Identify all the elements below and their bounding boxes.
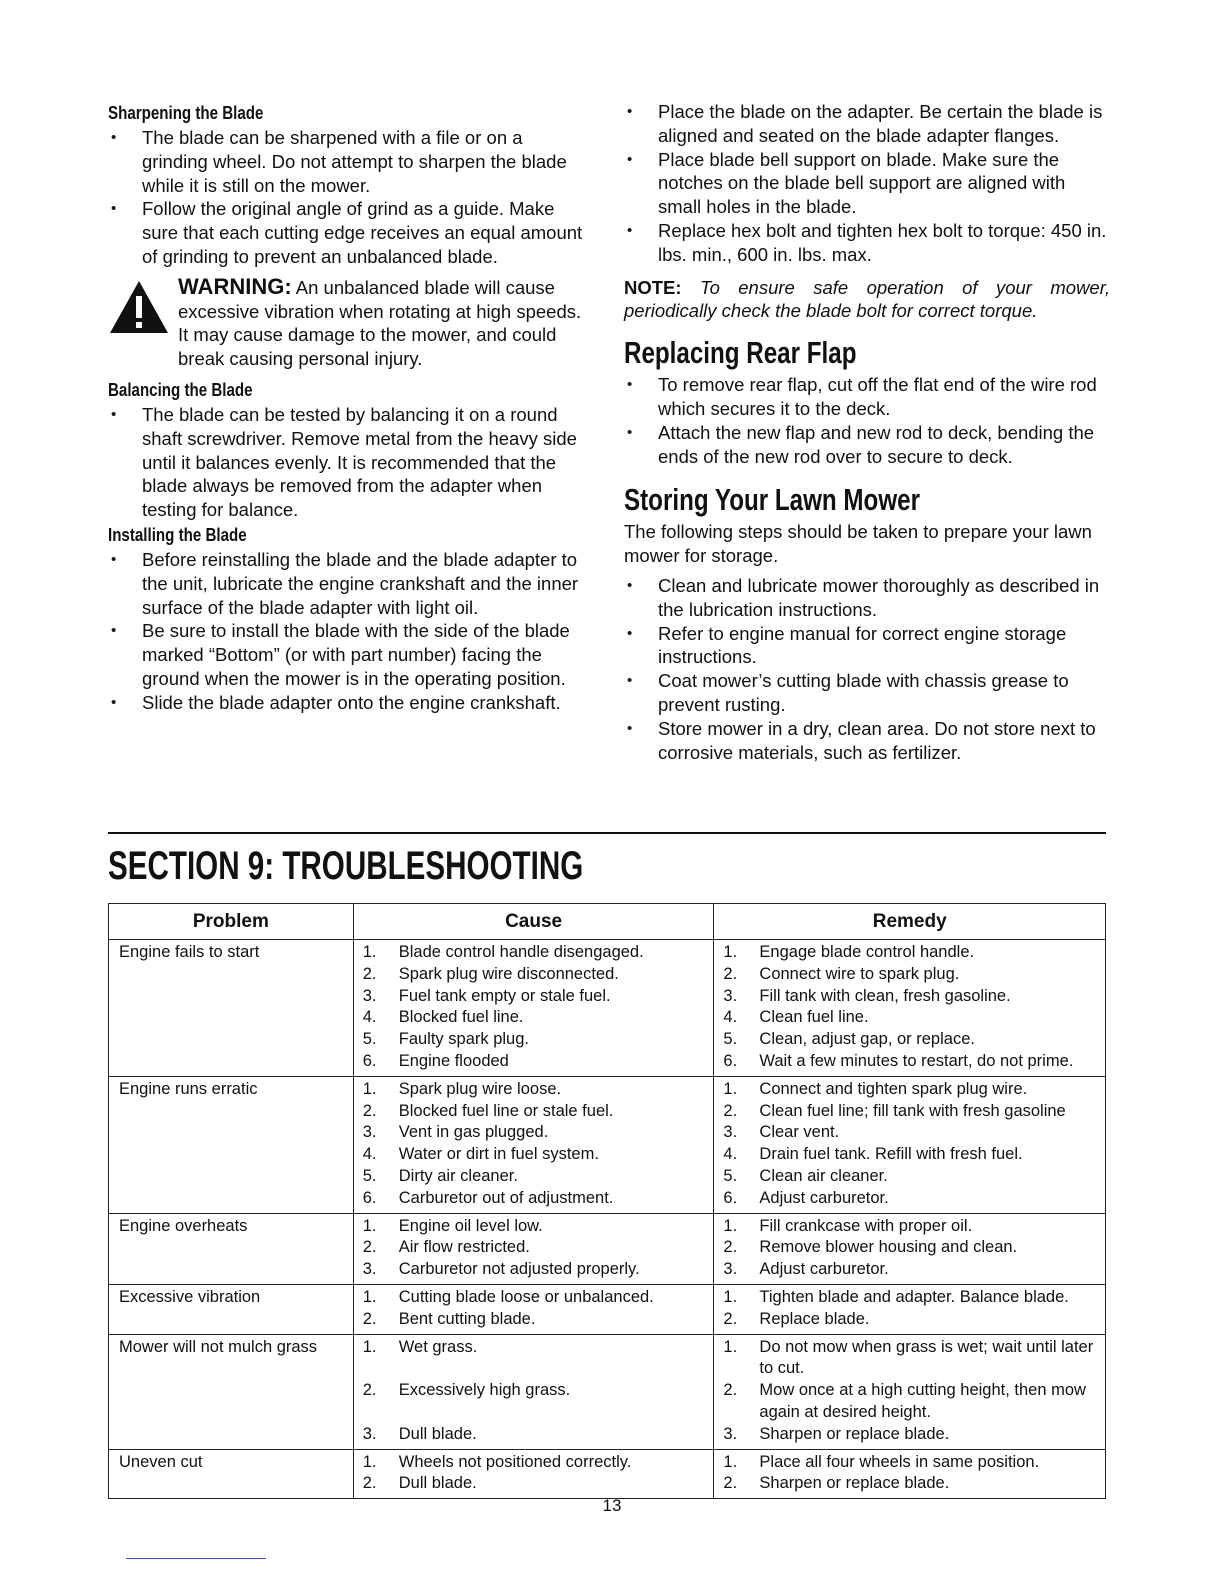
item-text: Adjust carburetor.	[759, 1260, 889, 1279]
item-number: 1.	[362, 1452, 377, 1471]
item-number: 3.	[362, 1123, 377, 1142]
item-text: Fuel tank empty or stale fuel.	[398, 986, 611, 1005]
item-text: Clean, adjust gap, or replace.	[759, 1030, 975, 1049]
remedy-cell	[714, 1076, 1106, 1213]
item-number: 1.	[723, 943, 738, 961]
list-item	[714, 964, 1105, 986]
item-number: 2.	[362, 1101, 377, 1120]
item-text: Engage blade control handle.	[759, 943, 975, 961]
remedy-list	[714, 1450, 1105, 1499]
item-number: 1.	[723, 1287, 738, 1306]
item-number: 1.	[723, 1452, 738, 1471]
list-item	[714, 1473, 1105, 1495]
balancing-list	[108, 403, 592, 522]
list-item: • Refer to engine manual for correct engine storage instructions.	[624, 622, 1110, 670]
remedy-cell	[714, 940, 1106, 1077]
list-item: • Attach the new flap and new rod to deck, bending the ends of the new rod over to secure to deck.	[624, 421, 1110, 469]
list-item	[354, 1079, 714, 1101]
item-text: Replace blade.	[759, 1309, 870, 1328]
item-number: 5.	[723, 1166, 738, 1185]
item-number: 5.	[723, 1030, 738, 1049]
list-item	[714, 1101, 1105, 1123]
item-text: Faulty spark plug.	[398, 1030, 529, 1049]
item-number: 4.	[362, 1008, 377, 1027]
item-number: 2.	[723, 1238, 738, 1257]
cause-list	[354, 1214, 714, 1284]
link-underline	[126, 1558, 266, 1559]
item-text: Clean fuel line.	[759, 1008, 869, 1027]
list-item	[354, 1101, 714, 1123]
list-item	[354, 1007, 714, 1029]
list-item	[714, 1309, 1105, 1331]
remedy-list	[714, 1285, 1105, 1334]
list-item: • Follow the original angle of grind as a guide. Make sure that each cutting edge receives an equal amount of grinding to prevent an unbalanced blade.	[108, 197, 592, 268]
item-text: Wheels not positioned correctly.	[398, 1452, 632, 1471]
item-number: 1.	[362, 1079, 377, 1098]
list-item: • Coat mower’s cutting blade with chassis grease to prevent rusting.	[624, 669, 1110, 717]
list-item: • Place the blade on the adapter. Be certain the blade is aligned and seated on the blade adapter flanges.	[624, 100, 1110, 148]
list-item: • Before reinstalling the blade and the blade adapter to the unit, lubricate the engine crankshaft and the inner surface of the blade adapter with light oil.	[108, 548, 592, 619]
list-item	[354, 986, 714, 1008]
item-number: 6.	[362, 1188, 377, 1207]
item-text: Adjust carburetor.	[759, 1188, 889, 1207]
item-number: 6.	[362, 1051, 377, 1070]
cause-cell	[353, 1284, 714, 1334]
table-row	[109, 1449, 1106, 1499]
list-item: • To remove rear flap, cut off the flat end of the wire rod which secures it to the deck.	[624, 373, 1110, 421]
remedy-list	[714, 940, 1105, 1076]
section-divider	[108, 832, 1106, 834]
sharpening-list	[108, 126, 592, 269]
list-item	[354, 1029, 714, 1051]
installing-heading: Installing the Blade	[108, 524, 247, 545]
section-title: SECTION 9: TROUBLESHOOTING	[108, 844, 584, 888]
note-label: NOTE:	[624, 276, 682, 298]
troubleshooting-table	[108, 903, 1106, 1499]
torque-note	[624, 276, 1110, 324]
item-text: Wet grass.	[398, 1337, 478, 1356]
list-item: • Place blade bell support on blade. Make sure the notches on the blade bell support are aligned with small holes in the blade.	[624, 148, 1110, 219]
list-item	[354, 1380, 714, 1424]
item-text: Drain fuel tank. Refill with fresh fuel.	[759, 1145, 1023, 1164]
item-text: Fill tank with clean, fresh gasoline.	[759, 986, 1011, 1005]
warning-box	[108, 275, 592, 371]
list-item	[714, 1424, 1105, 1446]
list-item	[354, 1216, 714, 1238]
item-number: 1.	[362, 1287, 377, 1306]
problem-cell: Uneven cut	[109, 1449, 354, 1499]
list-item: • The blade can be sharpened with a file or on a grinding wheel. Do not attempt to sharpen the blade while it is still on the mower.	[108, 126, 592, 197]
remedy-list	[714, 1214, 1105, 1284]
item-text: Blocked fuel line or stale fuel.	[398, 1101, 614, 1120]
item-number: 6.	[723, 1188, 738, 1207]
note-text: To ensure safe operation of your mower, periodically check the blade bolt for correct torque.	[624, 276, 1110, 322]
item-number: 2.	[723, 1101, 738, 1120]
item-number: 3.	[723, 1424, 738, 1443]
list-item	[354, 942, 714, 964]
item-text: Connect and tighten spark plug wire.	[759, 1079, 1028, 1098]
remedy-cell	[714, 1284, 1106, 1334]
item-text: Excessively high grass.	[398, 1381, 571, 1400]
header-problem: Problem	[109, 904, 354, 940]
item-number: 4.	[723, 1008, 738, 1027]
item-number: 3.	[723, 1260, 738, 1279]
item-number: 1.	[723, 1337, 738, 1356]
item-number: 4.	[723, 1145, 738, 1164]
item-text: Carburetor out of adjustment.	[398, 1188, 614, 1207]
cause-cell	[353, 1334, 714, 1449]
item-number: 4.	[362, 1145, 377, 1164]
item-text: Engine oil level low.	[398, 1216, 543, 1235]
item-number: 3.	[723, 986, 738, 1005]
item-number: 1.	[362, 1337, 377, 1356]
remedy-list	[714, 1335, 1105, 1449]
item-number: 2.	[362, 1238, 377, 1257]
item-number: 2.	[723, 1474, 738, 1493]
list-item	[714, 1216, 1105, 1238]
list-item	[714, 942, 1105, 964]
item-text: Wait a few minutes to restart, do not prime.	[759, 1051, 1074, 1070]
table-body	[109, 940, 1106, 1499]
problem-cell: Mower will not mulch grass	[109, 1334, 354, 1449]
list-item	[354, 1473, 714, 1495]
list-item	[354, 1051, 714, 1073]
item-text: Do not mow when grass is wet; wait until later to cut.	[759, 1337, 1094, 1378]
rear-flap-list	[624, 373, 1110, 468]
page-number: 13	[602, 1496, 622, 1515]
right-column	[624, 100, 1110, 764]
installing-list	[108, 548, 592, 715]
remedy-cell	[714, 1334, 1106, 1449]
table-row	[109, 1076, 1106, 1213]
item-number: 3.	[362, 1424, 377, 1443]
list-item	[714, 1051, 1105, 1073]
list-item	[714, 1188, 1105, 1210]
item-text: Sharpen or replace blade.	[759, 1474, 950, 1493]
warning-label: WARNING:	[178, 273, 292, 299]
list-item	[714, 1237, 1105, 1259]
item-text: Clean air cleaner.	[759, 1166, 888, 1185]
list-item	[354, 1237, 714, 1259]
list-item	[354, 1424, 714, 1446]
list-item	[714, 1122, 1105, 1144]
item-text: Air flow restricted.	[398, 1238, 530, 1257]
list-item	[354, 1122, 714, 1144]
item-number: 2.	[723, 964, 738, 983]
item-number: 5.	[362, 1166, 377, 1185]
remedy-cell	[714, 1213, 1106, 1284]
list-item	[354, 1259, 714, 1281]
list-item	[354, 1309, 714, 1331]
item-number: 3.	[362, 986, 377, 1005]
list-item: • Store mower in a dry, clean area. Do not store next to corrosive materials, such as fertilizer.	[624, 717, 1110, 765]
item-text: Mow once at a high cutting height, then mow again at desired height.	[759, 1381, 1086, 1421]
table-row	[109, 940, 1106, 1077]
list-item	[714, 1007, 1105, 1029]
problem-cell: Engine runs erratic	[109, 1076, 354, 1213]
list-item	[714, 1166, 1105, 1188]
cause-cell	[353, 1076, 714, 1213]
item-number: 2.	[362, 1474, 377, 1493]
table-row	[109, 1334, 1106, 1449]
header-cause: Cause	[353, 904, 714, 940]
list-item	[354, 1188, 714, 1210]
list-item	[354, 1287, 714, 1309]
item-number: 1.	[362, 1216, 377, 1235]
cause-list	[354, 1077, 714, 1213]
cause-list	[354, 1450, 714, 1499]
item-text: Dull blade.	[398, 1474, 477, 1493]
cause-cell	[353, 1213, 714, 1284]
list-item	[714, 986, 1105, 1008]
warning-text: An unbalanced blade will cause excessive vibration when rotating at high speeds. It may cause damage to the mower, and could break causing personal injury.	[178, 276, 582, 370]
rear-flap-heading: Replacing Rear Flap	[624, 335, 857, 371]
item-number: 2.	[723, 1381, 738, 1400]
list-item: • Be sure to install the blade with the side of the blade marked “Bottom” (or with part number) facing the ground when the mower is in the operating position.	[108, 619, 592, 690]
problem-cell: Engine fails to start	[109, 940, 354, 1077]
header-remedy: Remedy	[714, 904, 1106, 940]
item-text: Blocked fuel line.	[398, 1008, 524, 1027]
item-number: 2.	[362, 964, 377, 983]
list-item	[714, 1144, 1105, 1166]
left-column	[108, 100, 592, 715]
list-item	[354, 1337, 714, 1381]
balancing-heading: Balancing the Blade	[108, 379, 253, 400]
list-item	[354, 1144, 714, 1166]
item-number: 2.	[362, 1309, 377, 1328]
item-number: 1.	[723, 1079, 738, 1098]
item-text: Fill crankcase with proper oil.	[759, 1216, 973, 1235]
problem-cell: Engine overheats	[109, 1213, 354, 1284]
list-item	[714, 1287, 1105, 1309]
list-item	[354, 1166, 714, 1188]
list-item	[714, 1029, 1105, 1051]
item-text: Carburetor not adjusted properly.	[398, 1260, 640, 1279]
item-text: Tighten blade and adapter. Balance blade.	[759, 1287, 1069, 1306]
item-text: Dirty air cleaner.	[398, 1166, 518, 1185]
item-text: Vent in gas plugged.	[398, 1123, 549, 1142]
table-row	[109, 1213, 1106, 1284]
item-text: Remove blower housing and clean.	[759, 1238, 1018, 1257]
remedy-list	[714, 1077, 1105, 1213]
list-item	[354, 1452, 714, 1474]
item-text: Spark plug wire disconnected.	[398, 964, 619, 983]
cause-cell	[353, 1449, 714, 1499]
item-text: Sharpen or replace blade.	[759, 1424, 950, 1443]
list-item	[354, 964, 714, 986]
warning-icon	[108, 279, 170, 335]
item-text: Cutting blade loose or unbalanced.	[398, 1287, 654, 1306]
list-item: • The blade can be tested by balancing it on a round shaft screwdriver. Remove metal from the heavy side until it balances evenly. It is recommended that the blade always be removed from the adapter when testing for balance.	[108, 403, 592, 522]
cause-list	[354, 1335, 714, 1449]
storing-list	[624, 574, 1110, 764]
item-number: 2.	[362, 1381, 377, 1400]
installing-continued-list	[624, 100, 1110, 267]
item-number: 3.	[362, 1260, 377, 1279]
item-text: Bent cutting blade.	[398, 1309, 536, 1328]
item-number: 6.	[723, 1051, 738, 1070]
list-item	[714, 1079, 1105, 1101]
item-text: Water or dirt in fuel system.	[398, 1145, 599, 1164]
list-item: • Replace hex bolt and tighten hex bolt to torque: 450 in. lbs. min., 600 in. lbs. max.	[624, 219, 1110, 267]
list-item	[714, 1259, 1105, 1281]
list-item	[714, 1452, 1105, 1474]
item-number: 2.	[723, 1309, 738, 1328]
item-text: Blade control handle disengaged.	[398, 943, 644, 961]
item-number: 5.	[362, 1030, 377, 1049]
cause-cell	[353, 940, 714, 1077]
problem-cell: Excessive vibration	[109, 1284, 354, 1334]
item-text: Dull blade.	[398, 1424, 477, 1443]
table-header-row	[109, 904, 1106, 940]
cause-list	[354, 1285, 714, 1334]
sharpening-heading: Sharpening the Blade	[108, 103, 264, 123]
list-item: • Slide the blade adapter onto the engine crankshaft.	[108, 691, 592, 715]
item-number: 1.	[723, 1216, 738, 1235]
storing-heading: Storing Your Lawn Mower	[624, 482, 920, 518]
item-number: 3.	[723, 1123, 738, 1142]
storing-intro: The following steps should be taken to prepare your lawn mower for storage.	[624, 521, 1092, 567]
remedy-cell	[714, 1449, 1106, 1499]
item-number: 1.	[362, 943, 377, 961]
item-text: Engine flooded	[398, 1051, 509, 1070]
item-text: Spark plug wire loose.	[398, 1079, 562, 1098]
list-item: • Clean and lubricate mower thoroughly as described in the lubrication instructions.	[624, 574, 1110, 622]
item-text: Place all four wheels in same position.	[759, 1452, 1040, 1471]
list-item	[714, 1337, 1105, 1381]
cause-list	[354, 940, 714, 1076]
item-text: Connect wire to spark plug.	[759, 964, 960, 983]
list-item	[714, 1380, 1105, 1424]
table-row	[109, 1284, 1106, 1334]
item-text: Clear vent.	[759, 1123, 840, 1142]
item-text: Clean fuel line; fill tank with fresh gasoline	[759, 1101, 1066, 1120]
